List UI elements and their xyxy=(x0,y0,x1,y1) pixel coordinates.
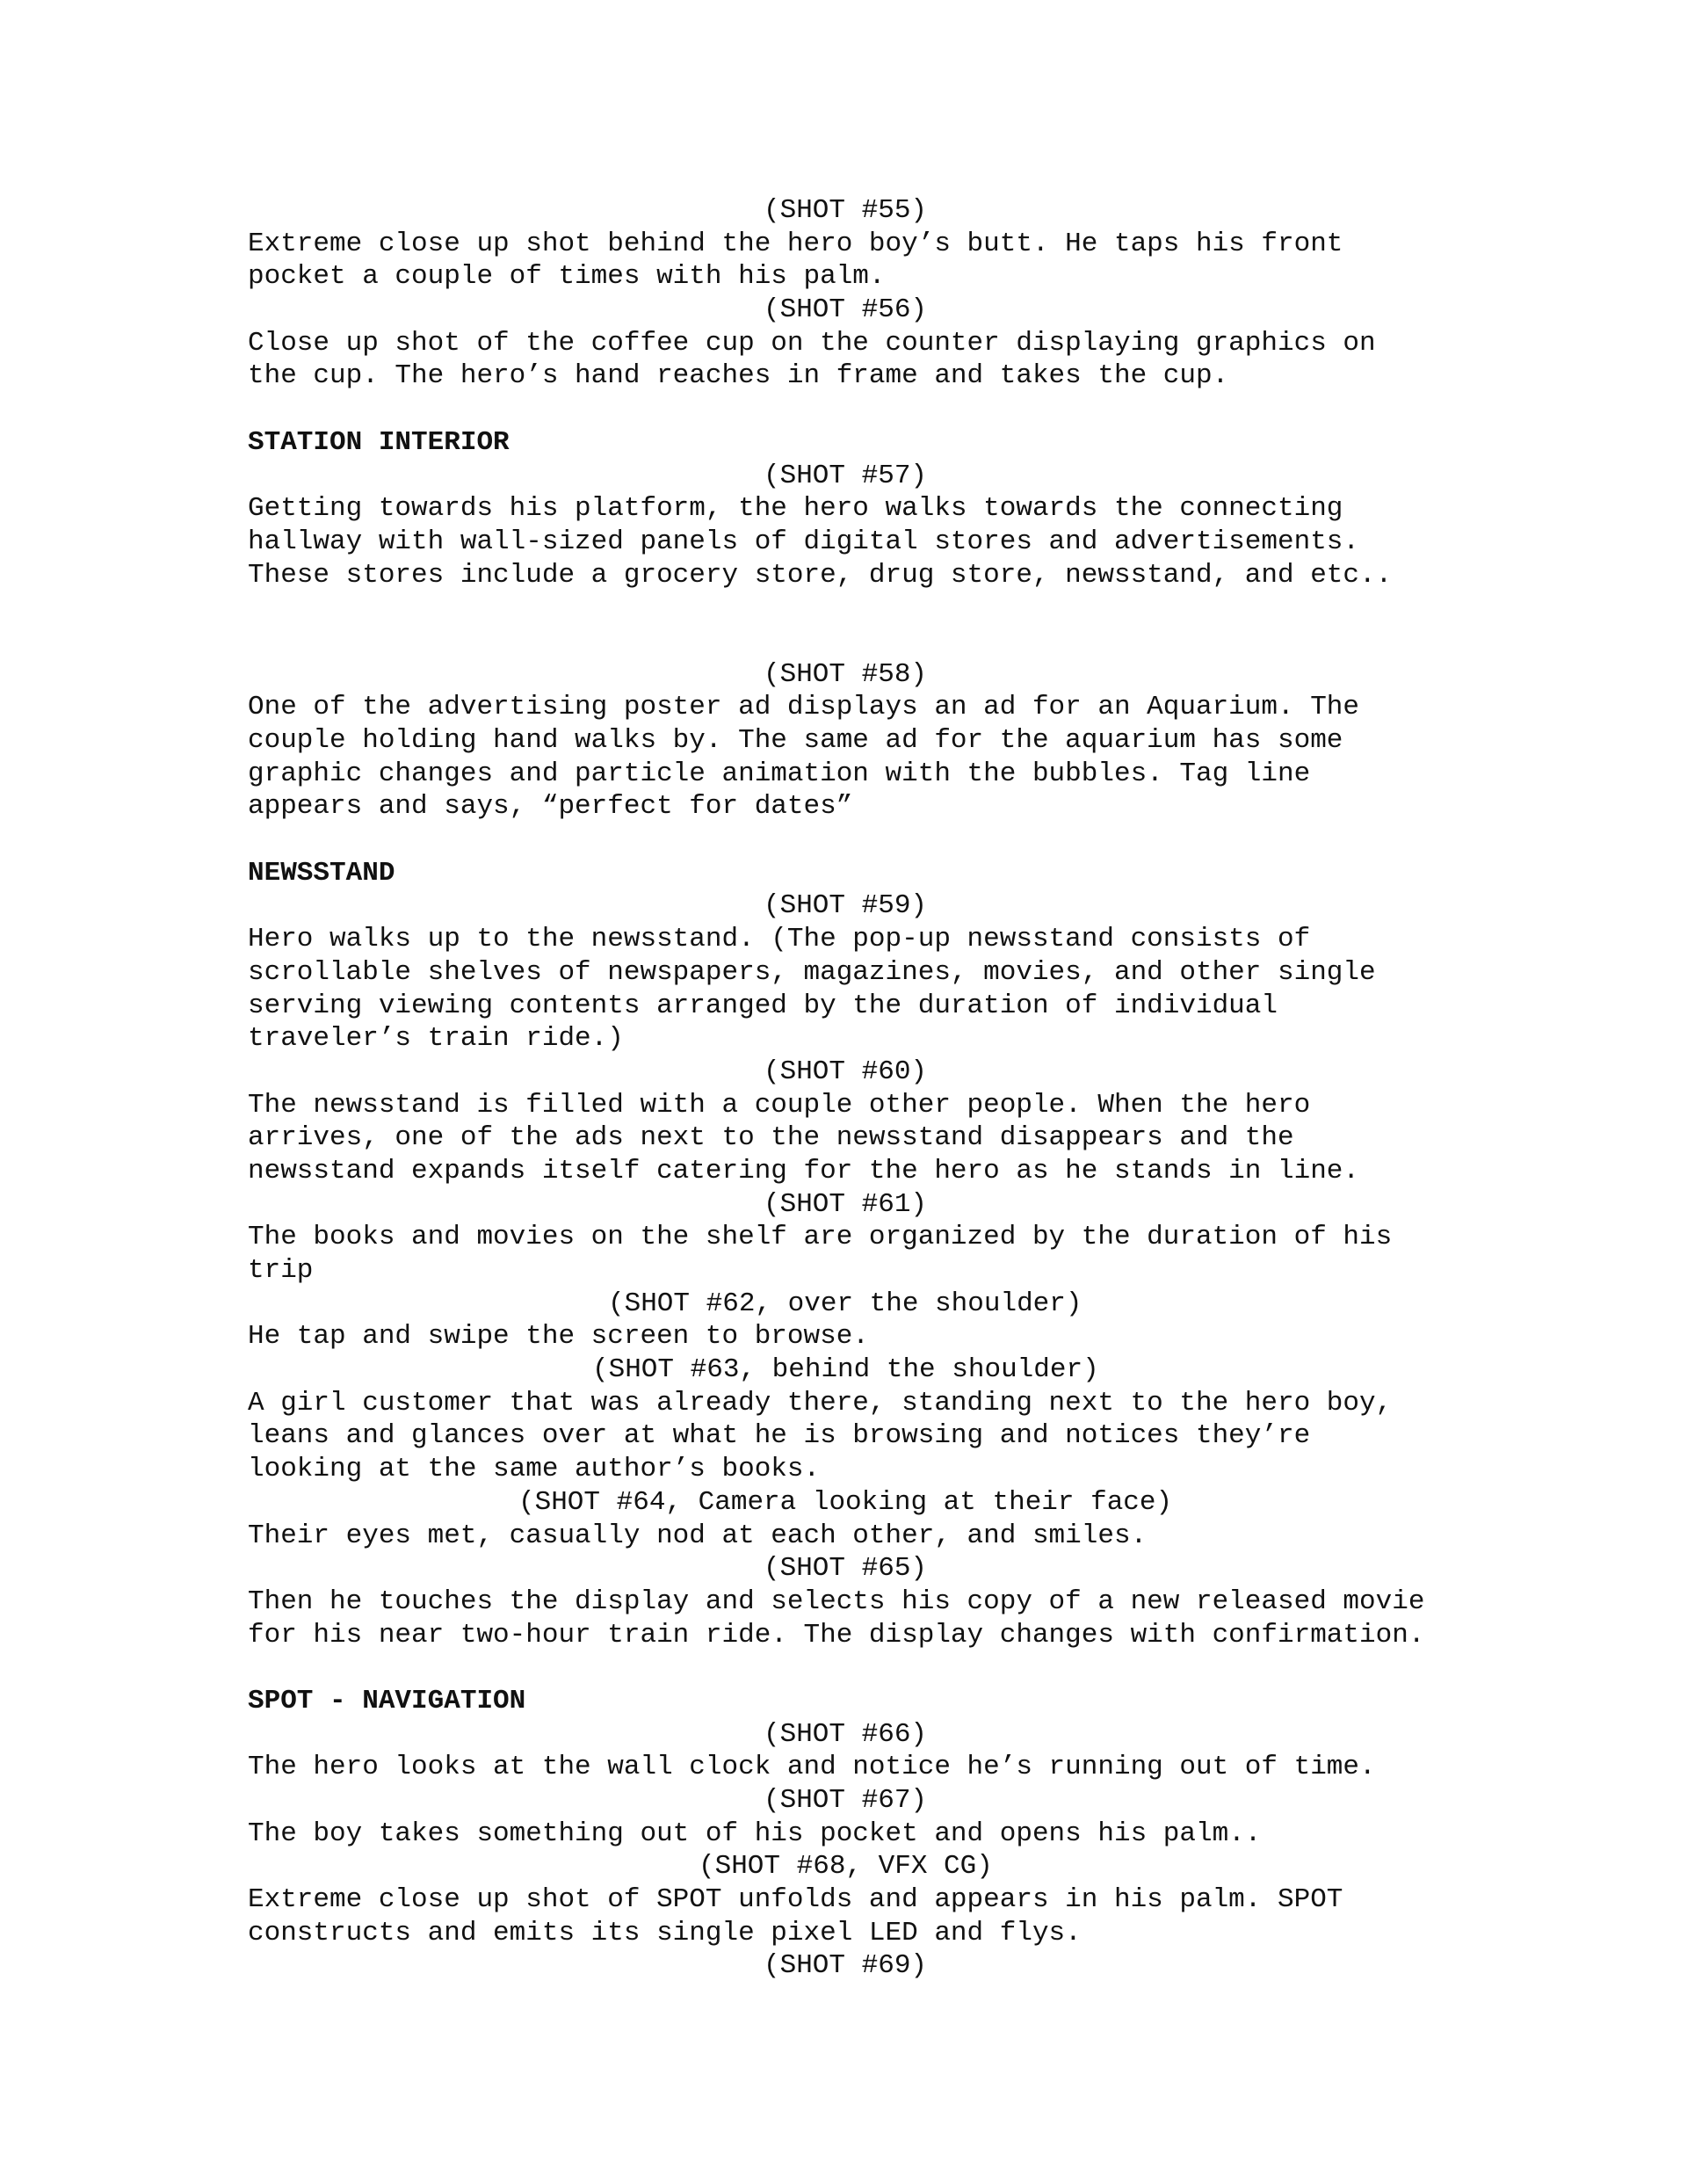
action-line: arrives, one of the ads next to the newsstand disappears and the xyxy=(248,1122,1294,1154)
action-line: The boy takes something out of his pocket and opens his palm.. xyxy=(248,1818,1262,1849)
action-line: couple holding hand walks by. The same ad for the aquarium has some xyxy=(248,725,1343,756)
action-line: Getting towards his platform, the hero walks towards the connecting xyxy=(248,493,1343,525)
action-line: the cup. The hero’s hand reaches in frame and takes the cup. xyxy=(248,360,1229,392)
action-line: Extreme close up shot of SPOT unfolds and appears in his palm. SPOT xyxy=(248,1884,1343,1916)
shot-number: (SHOT #59) xyxy=(764,890,928,922)
shot-number: (SHOT #62, over the shoulder) xyxy=(608,1288,1082,1319)
action-line: Close up shot of the coffee cup on the counter displaying graphics on xyxy=(248,327,1376,359)
shot-number: (SHOT #64, Camera looking at their face) xyxy=(518,1486,1173,1518)
action-line: The books and movies on the shelf are organized by the duration of his xyxy=(248,1222,1393,1253)
action-line: traveler’s train ride.) xyxy=(248,1023,624,1055)
action-line: The hero looks at the wall clock and notice he’s running out of time. xyxy=(248,1752,1376,1783)
action-line: for his near two-hour train ride. The display changes with confirmation. xyxy=(248,1619,1425,1651)
action-line: Their eyes met, casually nod at each other, and smiles. xyxy=(248,1520,1148,1551)
scene-heading: NEWSSTAND xyxy=(248,857,395,889)
shot-number: (SHOT #67) xyxy=(764,1785,928,1816)
action-line: These stores include a grocery store, drug store, newsstand, and etc.. xyxy=(248,559,1393,591)
shot-number: (SHOT #60) xyxy=(764,1056,928,1087)
action-line: trip xyxy=(248,1255,314,1286)
blank-line xyxy=(248,625,1478,658)
shot-number: (SHOT #68, VFX CG) xyxy=(699,1851,993,1883)
shot-number: (SHOT #63, behind the shoulder) xyxy=(592,1354,1099,1386)
shot-number: (SHOT #56) xyxy=(764,294,928,326)
scene-heading: STATION INTERIOR xyxy=(248,426,510,458)
action-line: pocket a couple of times with his palm. xyxy=(248,261,886,293)
action-line: He tap and swipe the screen to browse. xyxy=(248,1321,869,1353)
action-line: hallway with wall-sized panels of digital stores and advertisements. xyxy=(248,526,1360,557)
action-line: A girl customer that was already there, standing next to the hero boy, xyxy=(248,1387,1393,1419)
action-line: leans and glances over at what he is browsing and notices they’re xyxy=(248,1420,1311,1452)
action-line: Extreme close up shot behind the hero boy’s butt. He taps his front xyxy=(248,228,1343,259)
shot-number: (SHOT #61) xyxy=(764,1188,928,1220)
shot-number: (SHOT #69) xyxy=(764,1950,928,1982)
shot-number: (SHOT #58) xyxy=(764,658,928,690)
action-line: newsstand expands itself catering for the hero as he stands in line. xyxy=(248,1155,1360,1186)
action-line: Then he touches the display and selects his copy of a new released movie xyxy=(248,1585,1425,1617)
blank-line xyxy=(248,591,1478,625)
action-line: looking at the same author’s books. xyxy=(248,1454,821,1485)
script-page xyxy=(248,194,1478,1983)
action-line: Hero walks up to the newsstand. (The pop-up newsstand consists of xyxy=(248,924,1311,955)
blank-line xyxy=(248,824,1478,857)
shot-number: (SHOT #65) xyxy=(764,1553,928,1585)
action-line: constructs and emits its single pixel LED and flys. xyxy=(248,1917,1082,1948)
blank-line xyxy=(248,1651,1478,1685)
blank-line xyxy=(248,393,1478,426)
shot-number: (SHOT #66) xyxy=(764,1718,928,1750)
action-line: One of the advertising poster ad displays an ad for an Aquarium. The xyxy=(248,692,1360,723)
action-line: scrollable shelves of newspapers, magazines, movies, and other single xyxy=(248,956,1376,988)
shot-number: (SHOT #55) xyxy=(764,195,928,226)
action-line: serving viewing contents arranged by the duration of individual xyxy=(248,990,1278,1021)
shot-number: (SHOT #57) xyxy=(764,460,928,491)
action-line: appears and says, “perfect for dates” xyxy=(248,791,853,823)
action-line: graphic changes and particle animation with the bubbles. Tag line xyxy=(248,758,1311,789)
scene-heading: SPOT - NAVIGATION xyxy=(248,1685,526,1716)
action-line: The newsstand is filled with a couple other people. When the hero xyxy=(248,1089,1311,1121)
